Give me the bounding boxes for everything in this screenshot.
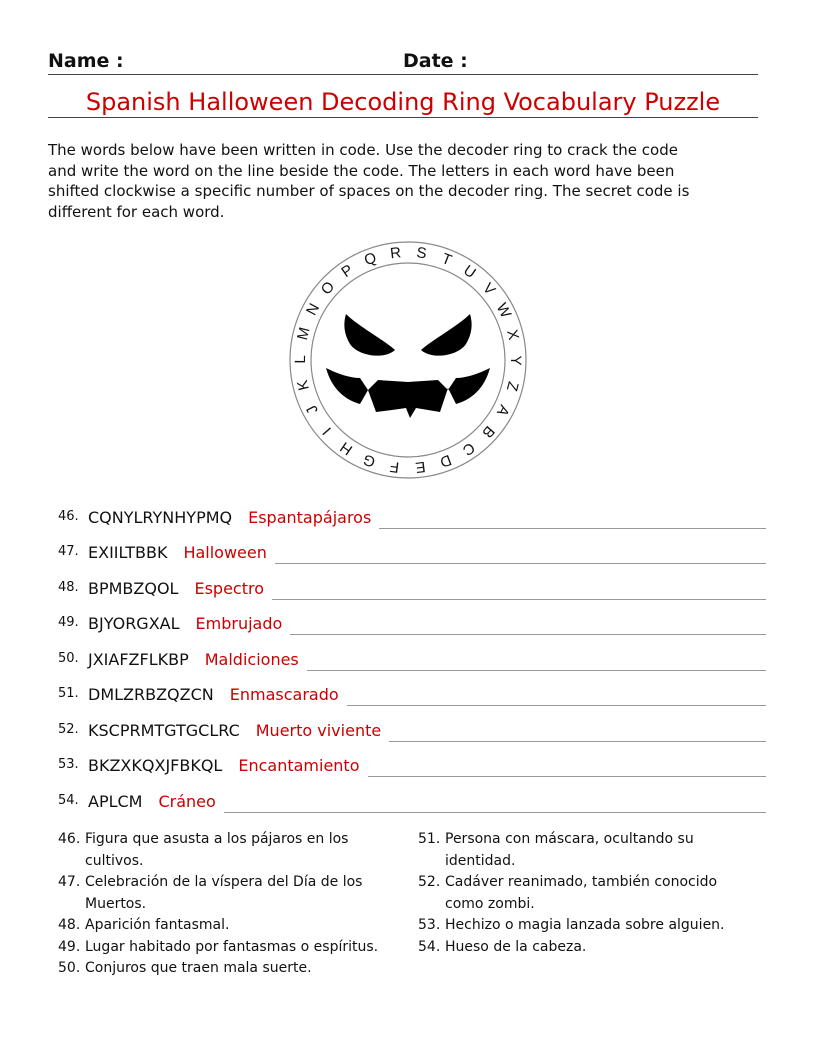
- clue-item: [418, 915, 748, 937]
- ring-letter-g: G: [360, 450, 378, 471]
- clue-text: Figura que asusta a los pájaros en los cultivos.: [85, 831, 349, 869]
- puzzle-code: JXIAFZFLKBP: [88, 649, 189, 669]
- answer-line: [307, 670, 766, 671]
- clue-item: [418, 937, 748, 959]
- clues-right: [418, 829, 748, 958]
- puzzle-row: [58, 713, 766, 749]
- puzzle-code: BJYORGXAL: [88, 614, 180, 633]
- ring-letter-n: N: [303, 300, 324, 319]
- pumpkin-face-icon: [326, 314, 490, 418]
- puzzle-answer[interactable]: Encantamiento: [238, 756, 360, 775]
- puzzle-answer[interactable]: Cráneo: [158, 791, 216, 811]
- puzzle-row: [58, 642, 766, 678]
- decoder-ring: [288, 240, 528, 480]
- clue-text: Hechizo o magia lanzada sobre alguien.: [445, 917, 725, 933]
- puzzle-number: 53.: [58, 757, 79, 772]
- clue-text: Aparición fantasmal.: [85, 917, 230, 933]
- ring-letter-r: R: [389, 244, 402, 263]
- puzzle-code: CQNYLRYNHYPMQ: [88, 507, 233, 527]
- ring-letter-x: X: [503, 327, 522, 342]
- clue-text: Hueso de la cabeza.: [445, 938, 587, 955]
- answer-line: [379, 528, 766, 529]
- clue-text: Persona con máscara, ocultando su identidad.: [445, 831, 694, 869]
- clue-item: [418, 829, 748, 872]
- clue-number: 50.: [58, 960, 81, 976]
- ring-letter-d: D: [437, 450, 454, 471]
- clue-item: [58, 915, 398, 937]
- answer-line: [347, 705, 766, 706]
- ring-letter-t: T: [439, 250, 454, 270]
- answer-line: [290, 634, 766, 635]
- ring-letter-u: U: [460, 261, 479, 282]
- page-title: Spanish Halloween Decoding Ring Vocabulary Puzzle: [48, 86, 758, 118]
- ring-letter-z: Z: [502, 379, 522, 393]
- ring-letter-e: E: [414, 457, 427, 476]
- answer-line: [224, 812, 766, 813]
- clue-number: 47.: [58, 874, 81, 890]
- puzzle-answer[interactable]: Enmascarado: [229, 685, 339, 704]
- puzzle-row: [58, 678, 766, 714]
- ring-letter-b: B: [478, 422, 498, 442]
- ring-inner-circle: [311, 263, 505, 457]
- ring-letter-j: J: [303, 402, 322, 417]
- puzzle-list: [58, 500, 766, 820]
- puzzle-number: 51.: [58, 686, 79, 701]
- puzzle-answer[interactable]: Espectro: [194, 578, 264, 598]
- puzzle-answer[interactable]: Maldiciones: [204, 649, 299, 669]
- puzzle-number: 49.: [58, 615, 79, 630]
- date-label: Date :: [403, 50, 468, 72]
- puzzle-code: BPMBZQOL: [88, 578, 179, 598]
- answer-line: [368, 776, 767, 777]
- clue-item: [58, 872, 398, 915]
- clue-text: Cadáver reanimado, también conocido como zombi.: [445, 874, 718, 912]
- ring-letter-q: Q: [361, 249, 379, 270]
- puzzle-number: 54.: [58, 792, 79, 808]
- puzzle-answer[interactable]: Espantapájaros: [248, 507, 372, 527]
- ring-letter-y: Y: [506, 355, 525, 366]
- ring-letter-h: H: [337, 438, 356, 459]
- puzzle-code: KSCPRMTGTGCLRC: [88, 720, 240, 740]
- answer-line: [389, 741, 766, 742]
- clue-text: Celebración de la víspera del Día de los Muertos.: [85, 874, 363, 912]
- ring-letter-a: A: [493, 402, 513, 419]
- name-label: Name :: [48, 50, 124, 72]
- clue-text: Lugar habitado por fantasmas o espíritus.: [85, 938, 379, 955]
- puzzle-row: [58, 571, 766, 607]
- puzzle-answer[interactable]: Halloween: [183, 543, 267, 562]
- name-date-row: [48, 50, 758, 75]
- clue-number: 49.: [58, 938, 81, 955]
- ring-letter-l: L: [291, 355, 310, 364]
- puzzle-row: [58, 749, 766, 785]
- ring-letter-v: V: [479, 279, 499, 299]
- clue-item: [418, 872, 748, 915]
- ring-letter-k: K: [294, 378, 313, 393]
- puzzle-row: [58, 784, 766, 820]
- clue-number: 46.: [58, 831, 81, 847]
- ring-letter-s: S: [415, 244, 428, 263]
- ring-letter-i: I: [319, 423, 335, 439]
- puzzle-code: EXIILTBBK: [88, 543, 168, 562]
- clue-item: [58, 937, 398, 959]
- puzzle-row: [58, 500, 766, 536]
- clues-left: [58, 829, 398, 980]
- puzzle-code: BKZXKQXJFBKQL: [88, 756, 223, 775]
- clue-number: 54.: [418, 938, 441, 955]
- puzzle-row: [58, 607, 766, 643]
- ring-letter-c: C: [459, 438, 478, 459]
- puzzle-number: 52.: [58, 721, 79, 737]
- puzzle-number: 46.: [58, 508, 79, 524]
- clue-number: 52.: [418, 874, 441, 890]
- clue-item: [58, 958, 398, 980]
- ring-outer-circle: [290, 242, 526, 478]
- puzzle-row: [58, 536, 766, 572]
- ring-letters: [292, 244, 524, 476]
- puzzle-code: APLCM: [88, 791, 143, 811]
- instructions: The words below have been written in code. Use the decoder ring to crack the code and write the word on the line beside the code. The letters in each word have been shifted clockwise a specific number of spaces on the decoder ring. The secret code is different for each word.: [48, 141, 690, 221]
- clue-number: 51.: [418, 831, 441, 847]
- puzzle-code: DMLZRBZQZCN: [88, 685, 214, 704]
- ring-letter-w: W: [492, 300, 515, 321]
- puzzle-number: 47.: [58, 544, 79, 559]
- clue-item: [58, 829, 398, 872]
- ring-letter-f: F: [388, 457, 401, 476]
- ring-letter-m: M: [293, 325, 314, 342]
- puzzle-answer[interactable]: Embrujado: [195, 614, 283, 633]
- puzzle-number: 50.: [58, 650, 79, 666]
- puzzle-answer[interactable]: Muerto viviente: [255, 720, 382, 740]
- answer-line: [275, 563, 766, 564]
- clue-number: 48.: [58, 917, 81, 933]
- answer-line: [272, 599, 766, 600]
- ring-letter-p: P: [338, 261, 357, 282]
- clue-text: Conjuros que traen mala suerte.: [85, 960, 312, 976]
- clue-number: 53.: [418, 917, 441, 933]
- puzzle-number: 48.: [58, 579, 79, 595]
- ring-letter-o: O: [317, 278, 339, 299]
